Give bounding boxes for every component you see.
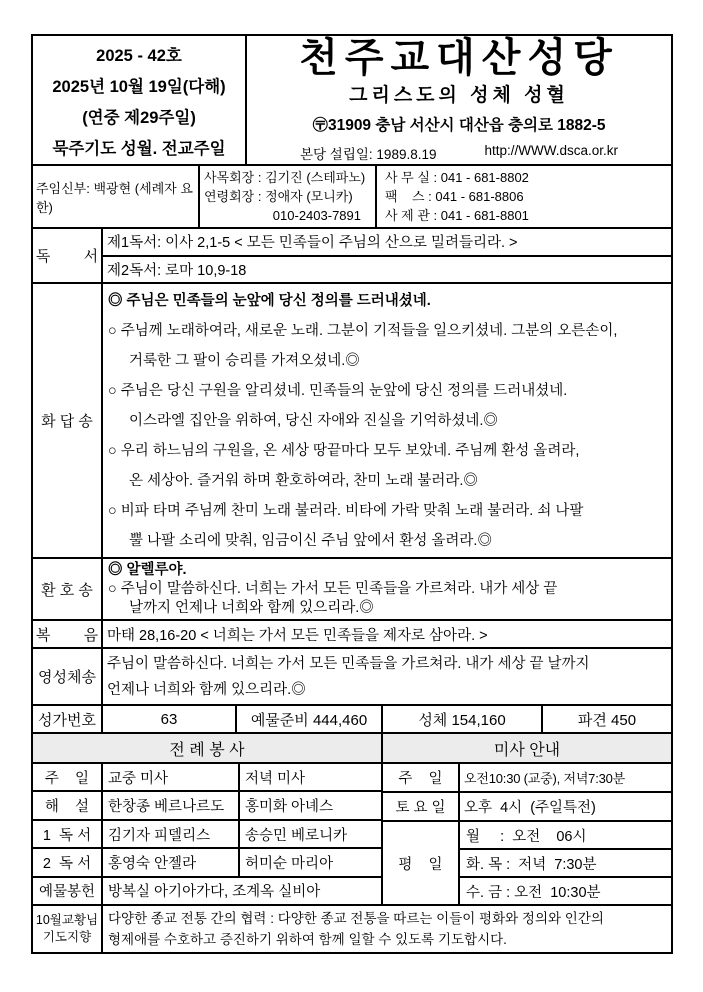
senior-chair: 연령회장 : 정애자 (모니카) [204, 189, 353, 204]
pastoral-chair: 사목회장 : 김기진 (스테파노) [204, 170, 366, 185]
psalm-content [103, 284, 671, 557]
issue-date: 2025년 10월 19일(다해) [52, 77, 226, 96]
liturgy-cell: 방복실 아기아가다, 조계옥 실비아 [108, 884, 321, 901]
header-row [33, 36, 671, 164]
chairs-cell [200, 166, 377, 227]
intention-content [103, 906, 671, 952]
section-liturgy-title: 전 례 봉 사 [33, 734, 383, 762]
communion-line: 주님이 말씀하신다. 너희는 가서 모든 민족들을 가르쳐라. 내가 세상 끝 날까지 [107, 655, 590, 672]
liturgy-cell: 홍영숙 안젤라 [103, 849, 240, 875]
intention-line: 형제애를 수호하고 증진하기 위하여 함께 일할 수 있도록 기도합시다. [108, 932, 507, 947]
table-row [33, 876, 381, 904]
psalm-refrain: ◎ 주님은 민족들의 눈앞에 당신 정의를 드러내셨네. [108, 293, 431, 309]
liturgy-role-label: 주 일 [33, 764, 103, 790]
communion-line: 언제나 너희와 함께 있으리라.◎ [107, 681, 306, 698]
mass-time: 오전10:30 (교중), 저녁7:30분 [464, 771, 626, 787]
liturgical-week: (연중 제29주일) [82, 108, 196, 127]
liturgy-cell: 홍미화 아녜스 [245, 799, 334, 816]
bulletin-table [31, 34, 673, 954]
liturgy-role-label: 해 설 [33, 792, 103, 818]
mass-day-label: 주 일 [383, 764, 460, 791]
hymn-communion: 성체 154,160 [383, 706, 543, 732]
intention-label-line: 10월교황님 [35, 913, 99, 927]
table-row [33, 819, 381, 847]
liturgy-role-label: 예물봉헌 [33, 878, 103, 904]
psalm-row [33, 282, 671, 557]
communion-content [103, 649, 671, 704]
psalm-verse-line: 거룩한 그 팔이 승리를 가져오셨네.◎ [129, 353, 360, 369]
phones-cell [377, 166, 671, 227]
acclamation-refrain: ◎ 알렐루야. [108, 562, 187, 578]
fax-phone: 팩 스 : 041 - 681-8806 [385, 189, 524, 204]
contact-row [33, 164, 671, 227]
liturgy-table [33, 764, 383, 904]
acclamation-label: 환 호 송 [33, 559, 103, 619]
gospel-row [33, 619, 671, 647]
feast-title: 그리스도의 성체 성혈 [349, 85, 569, 106]
intention-line: 다양한 종교 전통 간의 협력 : 다양한 종교 전통을 따르는 이들이 평화와 정의와 인간의 [108, 911, 604, 926]
church-meta [300, 143, 618, 163]
bottom-tables-row [33, 762, 671, 904]
psalm-verse-line: 이스라엘 집안을 위하여, 당신 자애와 진실을 기억하셨네.◎ [129, 413, 498, 429]
issue-box [33, 36, 247, 164]
mass-schedule-table [383, 764, 671, 904]
liturgy-cell: 송승민 베로니카 [245, 827, 348, 844]
chair-phone: 010-2403-7891 [272, 208, 361, 223]
hymn-entrance: 63 [103, 706, 237, 732]
weekday-times [460, 822, 671, 904]
communion-row [33, 647, 671, 704]
intention-row [33, 904, 671, 952]
postal-mark-icon: 〶 [312, 117, 328, 134]
liturgy-cell: 허미순 마리아 [245, 855, 334, 872]
table-row [33, 847, 381, 875]
psalm-verse-line: ○ 주님은 당신 구원을 알리셨네. 민족들의 눈앞에 당신 정의를 드러내셨네. [108, 383, 568, 399]
mass-day-label: 토 요 일 [383, 793, 460, 820]
mass-time: 월 : 오전 06시 [466, 828, 587, 845]
table-row [383, 791, 671, 820]
liturgy-role-label: 2 독 서 [33, 849, 103, 875]
liturgy-cell: 한창종 베르나르도 [103, 792, 240, 818]
psalm-verse-line: 온 세상아. 즐거워 하며 환호하여라, 찬미 노래 불러라.◎ [129, 473, 478, 489]
liturgy-cell: 교중 미사 [103, 764, 240, 790]
second-reading: 제2독서: 로마 10,9-18 [103, 255, 671, 283]
readings-row [33, 227, 671, 282]
readings-label: 독 서 [33, 229, 103, 282]
liturgy-cell: 김기자 피델리스 [103, 821, 240, 847]
month-theme: 묵주기도 성월. 전교주일 [52, 139, 226, 158]
psalm-label: 화 답 송 [33, 284, 103, 557]
hymn-dismissal: 파견 450 [577, 711, 637, 729]
rectory-phone: 사 제 관 : 041 - 681-8801 [385, 208, 529, 223]
psalm-verse-line: 뿔 나팔 소리에 맞춰, 임금이신 주님 앞에서 환성 올려라.◎ [129, 533, 492, 549]
church-address [312, 113, 605, 135]
acclamation-row [33, 557, 671, 619]
address-text: 31909 충남 서산시 대산읍 충의로 1882-5 [327, 117, 606, 134]
readings-content [103, 229, 671, 282]
pastor-cell: 주임신부: 백광현 (세례자 요한) [33, 166, 200, 227]
mass-time: 수. 금 : 오전 10:30분 [460, 876, 671, 904]
section-header-row [33, 732, 671, 762]
mass-time: 화. 목 : 저녁 7:30분 [460, 848, 671, 876]
hymn-label: 성가번호 [33, 706, 103, 732]
table-row [383, 764, 671, 791]
founded-date: 본당 설립일: 1989.8.19 [299, 147, 437, 162]
church-box [247, 36, 671, 164]
mass-day-label: 평 일 [383, 822, 460, 904]
weekday-block [383, 820, 671, 904]
acclamation-line: 날까지 언제나 너희와 함께 있으리라.◎ [129, 600, 374, 616]
office-phone: 사 무 실 : 041 - 681-8802 [385, 170, 529, 185]
mass-time: 오후 4시 (주일특전) [464, 800, 596, 817]
hymn-row [33, 704, 671, 732]
website-url: http://WWW.dsca.or.kr [484, 143, 619, 158]
table-row [33, 764, 381, 790]
liturgy-role-label: 1 독 서 [33, 821, 103, 847]
church-name: 천주교대산성당 [299, 36, 619, 80]
first-reading: 제1독서: 이사 2,1-5 < 모든 민족들이 주님의 산으로 밀려들리라. > [107, 235, 518, 252]
liturgy-cell: 저녁 미사 [245, 770, 306, 787]
acclamation-content [103, 559, 671, 619]
psalm-verse-line: ○ 비파 타며 주님께 찬미 노래 불러라. 비타에 가락 맞춰 노래 불러라. 쇠 나팔 [108, 503, 584, 519]
intention-label [33, 906, 103, 952]
table-row [33, 790, 381, 818]
intention-label-line: 기도지향 [42, 930, 92, 944]
hymn-offertory: 예물준비 444,460 [237, 706, 383, 732]
gospel-text: 마태 28,16-20 < 너희는 가서 모든 민족들을 제자로 삼아라. > [107, 627, 488, 644]
section-mass-title: 미사 안내 [493, 741, 561, 759]
communion-label: 영성체송 [33, 649, 103, 704]
psalm-verse-line: ○ 주님께 노래하여라, 새로운 노래. 그분이 기적들을 일으키셨네. 그분의 오른손이, [108, 323, 618, 339]
acclamation-line: ○ 주님이 말씀하신다. 너희는 가서 모든 민족들을 가르쳐라. 내가 세상 끝 [108, 581, 558, 597]
psalm-verse-line: ○ 우리 하느님의 구원을, 온 세상 땅끝마다 모두 보았네. 주님께 환성 올려라, [108, 443, 580, 459]
issue-number: 2025 - 42호 [96, 46, 182, 65]
gospel-label: 복 음 [33, 621, 103, 647]
